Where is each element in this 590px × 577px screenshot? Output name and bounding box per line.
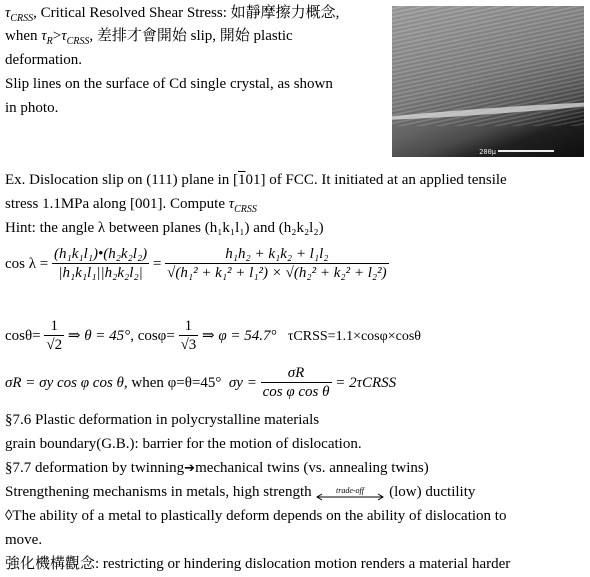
ability-line-1: ◊The ability of a metal to plastically deform depends on the ability of dislocation to — [5, 508, 507, 524]
trade-off-arrow — [315, 487, 385, 499]
tau-crss-symbol: τ — [61, 28, 67, 44]
grain-boundary-line: grain boundary(G.B.): barrier for the motion of dislocation. — [5, 436, 362, 452]
sigma-y-label: σy = — [228, 375, 257, 391]
intro-line-1 — [5, 4, 339, 22]
cos-phi-label: , cosφ= — [130, 328, 175, 344]
example-text-1: Ex. Dislocation slip on (111) plane in [ — [5, 172, 239, 188]
overbar-one: 1 — [238, 172, 246, 188]
when-condition: , when φ=θ=45° — [123, 375, 222, 391]
scale-bar-label: 200μ — [479, 148, 496, 156]
vector-fraction — [52, 246, 149, 283]
intro-line-2 — [5, 27, 293, 45]
tau-symbol-2: τ — [228, 196, 235, 212]
ductility-text: (low) ductility — [389, 484, 476, 500]
example-line-2 — [5, 195, 257, 213]
twinning-text: §7.7 deformation by twinning — [5, 460, 185, 476]
intro-when: when — [5, 28, 42, 44]
intro-text-1: , Critical Resolved Shear Stress: 如靜摩擦力概念, — [33, 5, 340, 21]
sigma-r-equation: σR = σy cos φ cos θ — [5, 375, 124, 391]
concept-line: 強化機構觀念: restricting or hindering dislocation motion renders a material harder — [5, 556, 511, 572]
strengthening-line — [5, 483, 475, 501]
cos-theta-label: cosθ= — [5, 328, 41, 344]
tau-subscript: CRSS — [10, 13, 34, 24]
tau-crss-sub: CRSS — [66, 36, 90, 47]
intro-text-2: , 差排才會開始 slip, 開始 plastic — [89, 28, 293, 44]
frac-den-sqrt3: √3 — [180, 337, 197, 354]
frac-one-over-sqrt3 — [179, 318, 199, 355]
example-line-1 — [5, 171, 507, 189]
frac-den-sqrt2: √2 — [46, 337, 63, 354]
double-arrow-icon — [315, 487, 385, 501]
hint-line: Hint: the angle λ between planes (h₁k₁l₁) and (h₂k₂l₂) — [5, 220, 324, 236]
example-text-2: stress 1.1MPa along [001]. Compute — [5, 196, 229, 212]
section-7-7 — [5, 459, 429, 478]
equals-sign: = — [152, 256, 162, 272]
intro-line-3: deformation. — [5, 52, 83, 68]
component-denominator: √(h₁² + k₁² + l₁²) × √(h₂² + k₂² + l₂²) — [167, 265, 387, 282]
cos-lambda-formula — [5, 244, 389, 284]
tau-subscript-2: CRSS — [234, 204, 257, 215]
intro-line-4: Slip lines on the surface of Cd single crystal, as shown — [5, 76, 333, 92]
theta-result: ⇒ θ = 45° — [67, 328, 131, 344]
right-arrow-icon: ➔ — [184, 461, 196, 476]
frac-num-1: 1 — [44, 318, 64, 336]
vector-denominator: |h₁k₁l₁||h₂k₂l₂| — [58, 265, 143, 282]
strengthening-text: Strengthening mechanisms in metals, high strength — [5, 484, 312, 500]
two-tau-crss: = 2τCRSS — [335, 375, 397, 391]
component-fraction — [165, 246, 388, 283]
sigma-frac-den: cos φ cos θ — [262, 384, 330, 401]
tau-symbol: τ — [5, 5, 11, 21]
cos-lambda-label: cos λ = — [5, 256, 49, 272]
angle-line — [5, 318, 421, 355]
tau-r-sub: R — [46, 36, 53, 47]
tau-crss-equation: τCRSS=1.1×cosφ×cosθ — [287, 329, 421, 344]
vector-numerator: (h₁k₁l₁)•(h₂k₂l₂) — [53, 246, 148, 263]
intro-line-5: in photo. — [5, 100, 59, 116]
sigma-frac-num: σR — [287, 365, 305, 382]
tau-r-symbol: τ — [41, 28, 47, 44]
ability-line-2: move. — [5, 532, 43, 548]
greater-than: > — [52, 28, 62, 44]
sigma-line — [5, 365, 396, 402]
mechanical-twins-text: mechanical twins (vs. annealing twins) — [195, 460, 429, 476]
trade-off-label: trade-off — [336, 486, 365, 495]
scale-bar — [498, 150, 554, 152]
section-7-6: §7.6 Plastic deformation in polycrystalline materials — [5, 412, 320, 428]
component-numerator: h₁h₂ + k₁k₂ + l₁l₂ — [225, 246, 329, 263]
example-text-1-end: 01] of FCC. It initiated at an applied tensile — [245, 172, 507, 188]
frac-one-over-sqrt2 — [44, 318, 64, 355]
slip-lines-photo — [392, 6, 584, 157]
sigma-fraction — [261, 365, 332, 402]
phi-result: ⇒ φ = 54.7° — [202, 328, 277, 344]
frac-num-1b: 1 — [179, 318, 199, 336]
